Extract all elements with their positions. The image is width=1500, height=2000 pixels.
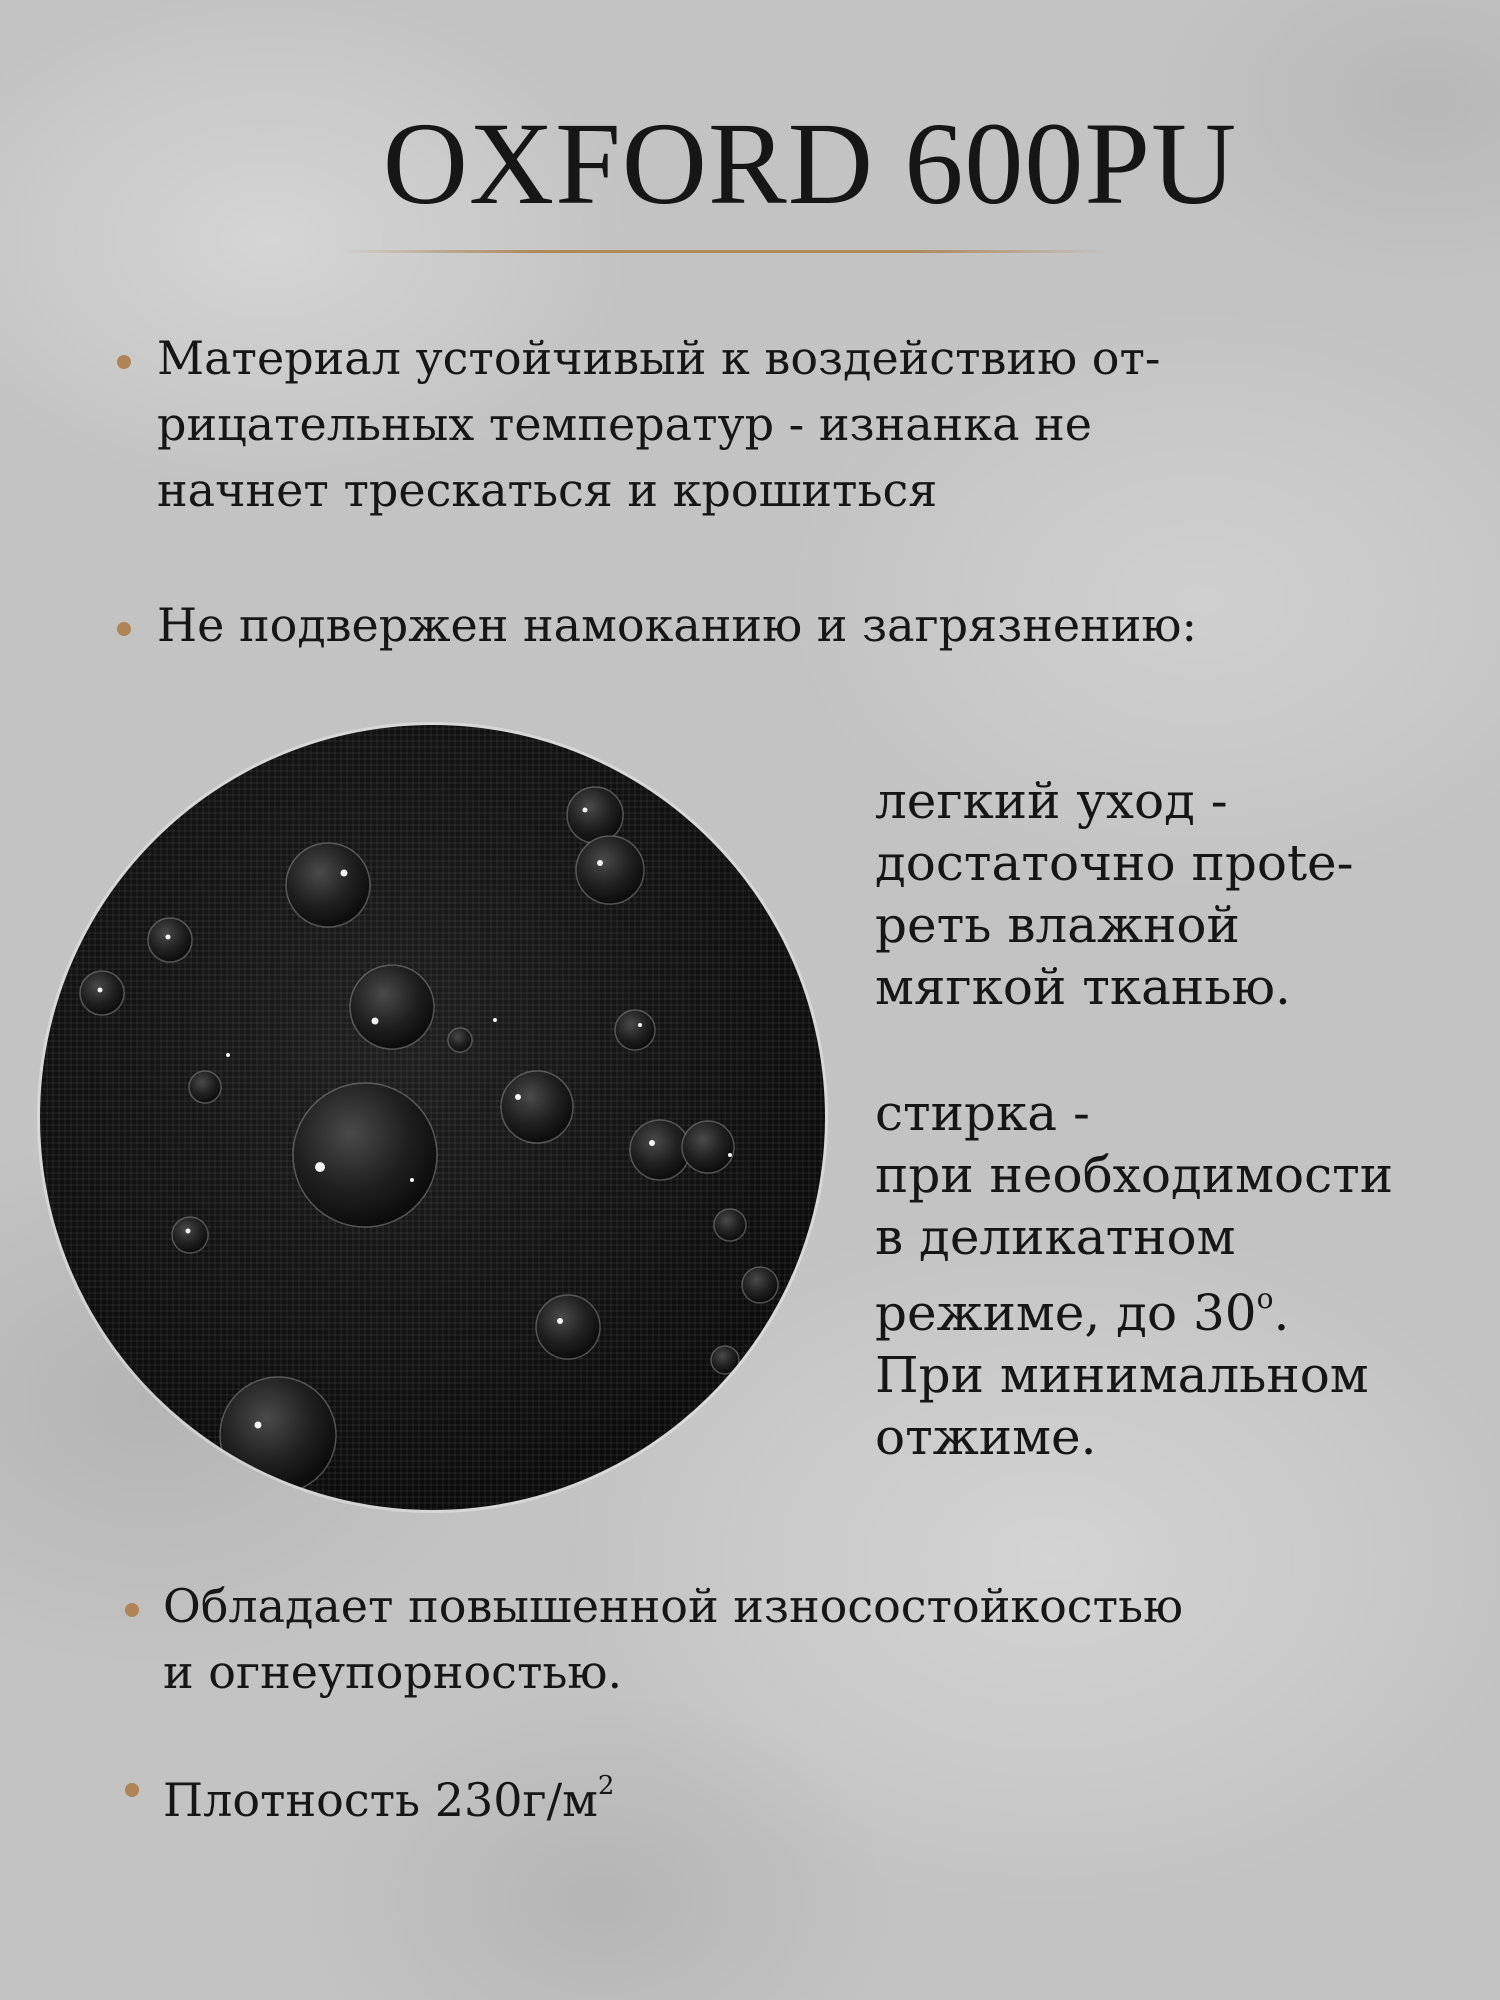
page-title: OXFORD 600PU [382, 98, 1238, 229]
wash-instructions [875, 1082, 1393, 1468]
wash-line: При минимальном [875, 1346, 1369, 1404]
density-text: Плотность 230г/м [163, 1773, 598, 1827]
wash-line: в деликатном [875, 1208, 1236, 1266]
degree-mark: о [1256, 1282, 1274, 1315]
title-divider [340, 250, 1110, 253]
wash-line: стирка - [875, 1084, 1090, 1142]
care-line: достаточно прote- [875, 834, 1354, 892]
bullet-frost-resistance [157, 325, 1160, 523]
wash-line: отжиме. [875, 1408, 1097, 1466]
wash-temp-text: режиме, до 30 [875, 1284, 1257, 1342]
bullet-line: Материал устойчивый к воздействию от- [157, 331, 1161, 385]
wash-line: при необходимости [875, 1146, 1394, 1204]
bullet-line: Обладает повышенной износостойкостью [163, 1579, 1184, 1633]
density-superscript: 2 [597, 1771, 615, 1801]
bullet-wear-resistance [163, 1573, 1183, 1705]
bullet-density [163, 1753, 614, 1833]
care-line: мягкой тканью. [875, 958, 1291, 1016]
bullet-dot [117, 622, 131, 636]
bullet-line: Не подвержен намоканию и загрязнению: [157, 598, 1197, 652]
bullet-dot [125, 1783, 139, 1797]
fabric-water-drops-image [40, 725, 825, 1510]
water-drops-graphic [40, 725, 825, 1510]
care-instructions [875, 770, 1354, 1018]
bullet-line: рицательных температур - изнанка не [157, 397, 1093, 451]
care-line: реть влажной [875, 896, 1240, 954]
care-line: легкий уход - [875, 772, 1228, 830]
bullet-dot [117, 355, 131, 369]
wash-line [875, 1284, 1289, 1342]
bullet-water-resistance [157, 592, 1197, 658]
bullet-line: начнет трескаться и крошиться [157, 463, 938, 517]
wash-temp-end: . [1273, 1284, 1290, 1342]
bullet-dot [125, 1603, 139, 1617]
bullet-line: и огнеупорностью. [163, 1645, 623, 1699]
